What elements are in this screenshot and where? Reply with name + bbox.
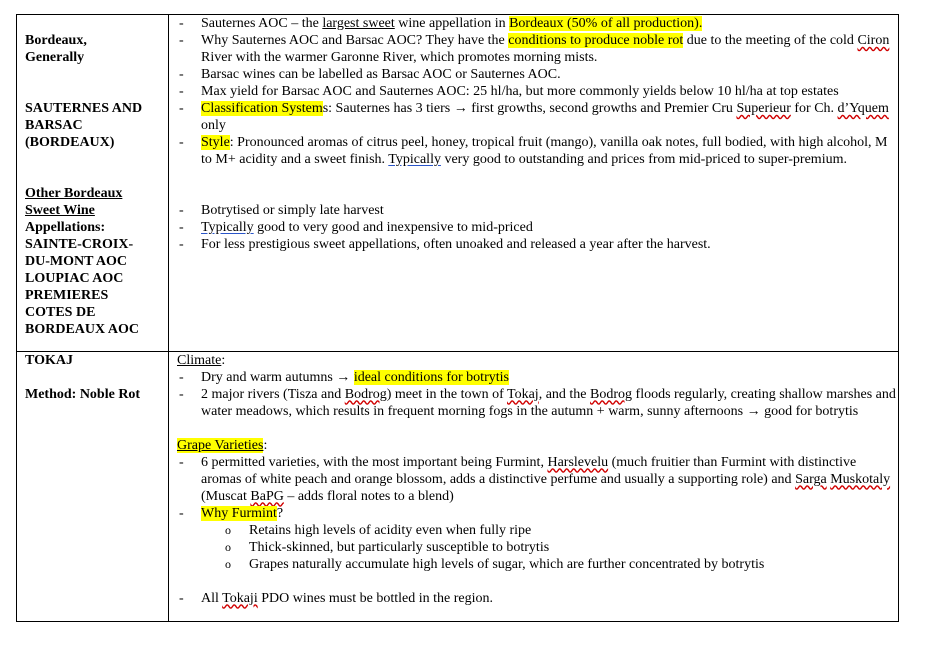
list-item: - Sauternes AOC – the largest sweet wine appellation in Bordeaux (50% of all production). — [177, 15, 898, 32]
right-cell-tokaj — [169, 351, 899, 621]
notes-table — [16, 14, 899, 622]
label-bordeaux-paren: (BORDEAUX) — [25, 135, 115, 150]
list-item: - 2 major rivers (Tisza and Bodrog) meet in the town of Tokaj, and the Bodrog floods regularly, creating shallow marshes and water meadows, which results in frequent morning fogs in the autumn + warm, sunny afternoons → good for botrytis — [177, 386, 898, 420]
label-generally: Generally — [25, 50, 85, 65]
list-item: - Botrytised or simply late harvest — [177, 202, 898, 219]
label-bordeaux-aoc: BORDEAUX AOC — [25, 322, 139, 337]
furmint-list — [177, 522, 898, 573]
other-appellations-list — [177, 202, 898, 253]
label-method: Method: Noble Rot — [25, 386, 141, 402]
list-item: - 6 permitted varieties, with the most important being Furmint, Harslevelu (much fruitier than Furmint with distinctive aromas of white peach and orange blossom, adds a distinctive perfume and usually a supporting role) and Sarga Muskotaly (Muscat BaPG – adds floral notes to a blend) — [177, 454, 898, 505]
label-loupiac: LOUPIAC AOC — [25, 271, 124, 286]
label-tokaj: TOKAJ — [25, 352, 73, 368]
label-bordeaux: Bordeaux, — [25, 33, 87, 48]
list-item: - Why Furmint? — [177, 505, 898, 522]
list-item: - Style: Pronounced aromas of citrus peel, honey, tropical fruit (mango), vanilla oak notes, full bodied, with high alcohol, M to M+ acidity and a sweet finish. Typically very good to outstanding and prices from mid-priced to super-premium. — [177, 134, 898, 168]
label-appellations: Appellations: — [25, 220, 106, 235]
bottling-list — [177, 590, 898, 607]
label-other-bordeaux: Other Bordeaux — [25, 186, 123, 201]
grapes-list — [177, 454, 898, 522]
list-item: - Classification Systems: Sauternes has 3 tiers → first growths, second growths and Premier Cru Superieur for Ch. d’Yquem only — [177, 100, 898, 134]
climate-list — [177, 369, 898, 420]
label-sainte-croix: SAINTE-CROIX- — [25, 237, 134, 252]
list-item: - Dry and warm autumns → ideal conditions for botrytis — [177, 369, 898, 386]
label-sweet-wine: Sweet Wine — [25, 203, 95, 218]
list-item: - Max yield for Barsac AOC and Sauternes AOC: 25 hl/ha, but more commonly yields below 10 hl/ha at top estates — [177, 83, 898, 100]
heading-climate: Climate: — [177, 352, 226, 368]
label-cotes-de: COTES DE — [25, 305, 96, 320]
list-item: - Barsac wines can be labelled as Barsac AOC or Sauternes AOC. — [177, 66, 898, 83]
list-item: o Grapes naturally accumulate high levels of sugar, which are further concentrated by botrytis — [225, 556, 898, 573]
heading-grape-varieties: Grape Varieties: — [177, 437, 268, 453]
label-premieres: PREMIERES — [25, 288, 109, 303]
list-item: o Retains high levels of acidity even when fully ripe — [225, 522, 898, 539]
label-du-mont: DU-MONT AOC — [25, 254, 128, 269]
left-cell-tokaj — [17, 351, 169, 621]
list-item: - For less prestigious sweet appellations, often unoaked and released a year after the harvest. — [177, 236, 898, 253]
label-sauternes: SAUTERNES AND — [25, 101, 143, 116]
table-row — [17, 15, 899, 352]
list-item: - All Tokaji PDO wines must be bottled in the region. — [177, 590, 898, 607]
list-item: o Thick-skinned, but particularly susceptible to botrytis — [225, 539, 898, 556]
table-row — [17, 351, 899, 621]
bordeaux-list — [177, 15, 898, 168]
list-item: - Typically good to very good and inexpensive to mid-priced — [177, 219, 898, 236]
left-cell-bordeaux — [17, 15, 169, 352]
right-cell-bordeaux — [169, 15, 899, 352]
list-item: - Why Sauternes AOC and Barsac AOC? They have the conditions to produce noble rot due to the meeting of the cold Ciron River with the warmer Garonne River, which promotes morning mists. — [177, 32, 898, 66]
label-barsac: BARSAC — [25, 118, 83, 133]
